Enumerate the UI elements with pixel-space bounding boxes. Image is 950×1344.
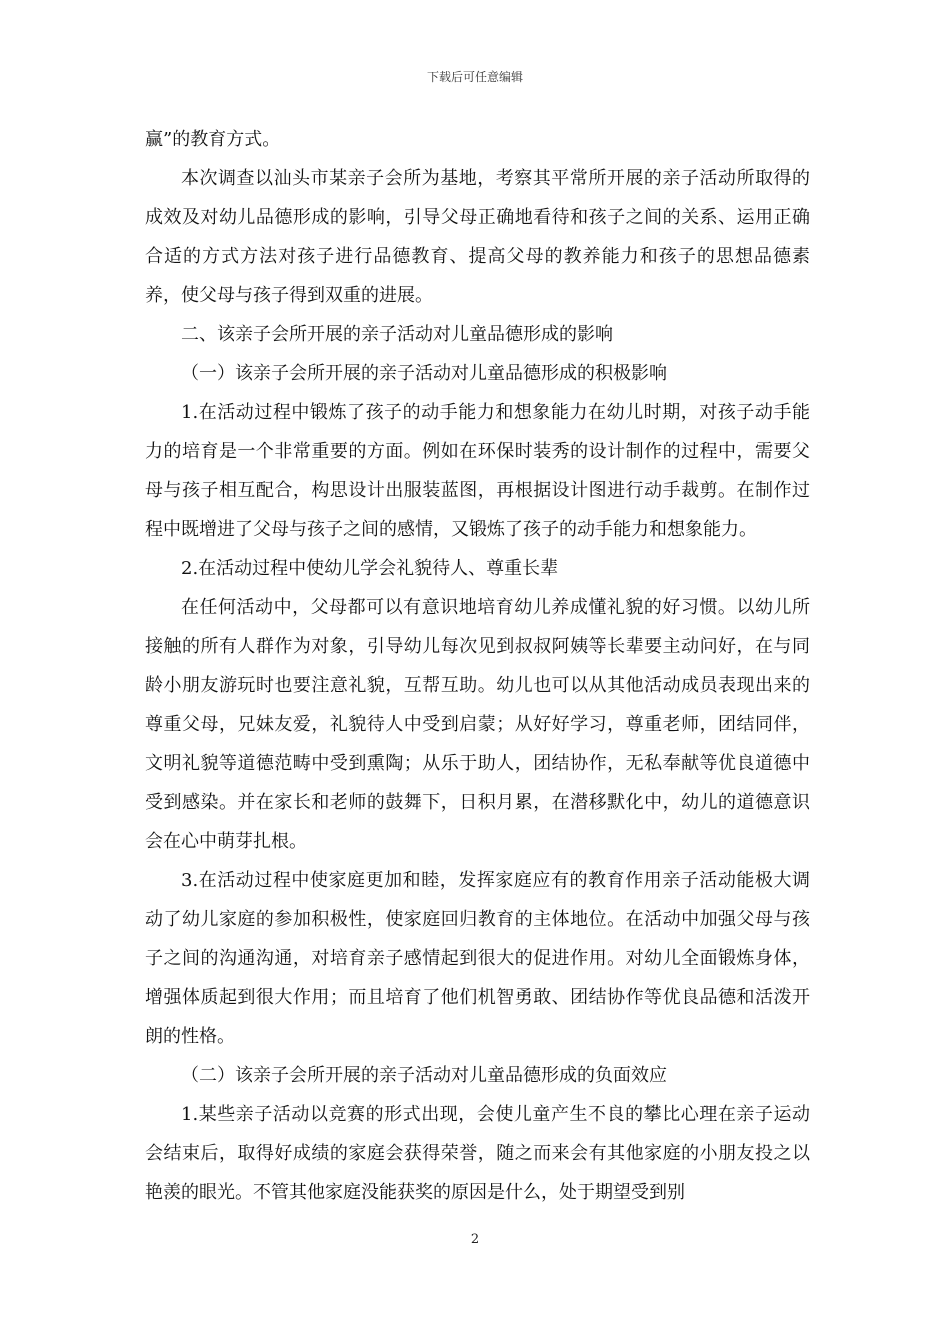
paragraph-continuation: 赢”的教育方式。 <box>145 129 281 150</box>
page-header: 下载后可任意编辑 <box>426 70 523 84</box>
paragraph-point-2-title: 2.在活动过程中使幼儿学会礼貌待人、尊重长辈 <box>181 558 559 579</box>
paragraph-point-1: 1.在活动过程中锻炼了孩子的动手能力和想象能力在幼儿时期，对孩子动手能力的培育是一个非常重要的方面。例如在环保时装秀的设计制作的过程中，需要父母与孩子相互配合，构思设计出服装蓝图，再根据设计图进行动手裁剪。在制作过程中既增进了父母与孩子之间的感情，又锻炼了孩子的动手能力和想象能力。 <box>145 402 810 540</box>
paragraph-survey-intro: 本次调查以汕头市某亲子会所为基地，考察其平常所开展的亲子活动所取得的成效及对幼儿品德形成的影响，引导父母正确地看待和孩子之间的关系、运用正确合适的方式方法对孩子进行品德教育、提高父母的教养能力和孩子的思想品德素养，使父母与孩子得到双重的进展。 <box>145 168 810 306</box>
paragraph-point-2-body: 在任何活动中，父母都可以有意识地培育幼儿养成懂礼貌的好习惯。以幼儿所接触的所有人群作为对象，引导幼儿每次见到叔叔阿姨等长辈要主动问好，在与同龄小朋友游玩时也要注意礼貌，互帮互助。幼儿也可以从其他活动成员表现出来的尊重父母，兄妹友爱，礼貌待人中受到启蒙；从好好学习，尊重老师，团结同伴，文明礼貌等道德范畴中受到熏陶；从乐于助人，团结协作，无私奉献等优良道德中受到感染。并在家长和老师的鼓舞下，日积月累，在潜移默化中，幼儿的道德意识会在心中萌芽扎根。 <box>145 597 810 852</box>
subsection-heading-negative: （二）该亲子会所开展的亲子活动对儿童品德形成的负面效应 <box>181 1065 667 1086</box>
page-number: 2 <box>470 1232 480 1247</box>
subsection-heading-positive: （一）该亲子会所开展的亲子活动对儿童品德形成的积极影响 <box>181 363 667 384</box>
section-heading-2: 二、该亲子会所开展的亲子活动对儿童品德形成的影响 <box>181 324 613 345</box>
paragraph-negative-point-1: 1.某些亲子活动以竞赛的形式出现，会使儿童产生不良的攀比心理在亲子运动会结束后，取得好成绩的家庭会获得荣誉，随之而来会有其他家庭的小朋友投之以艳羡的眼光。不管其他家庭没能获奖的原因是什么，处于期望受到别 <box>145 1104 810 1203</box>
document-body <box>145 120 810 1212</box>
paragraph-point-3: 3.在活动过程中使家庭更加和睦，发挥家庭应有的教育作用亲子活动能极大调动了幼儿家庭的参加积极性，使家庭回归教育的主体地位。在活动中加强父母与孩子之间的沟通沟通，对培育亲子感情起到很大的促进作用。对幼儿全面锻炼身体，增强体质起到很大作用；而且培育了他们机智勇敢、团结协作等优良品德和活泼开朗的性格。 <box>145 870 810 1047</box>
